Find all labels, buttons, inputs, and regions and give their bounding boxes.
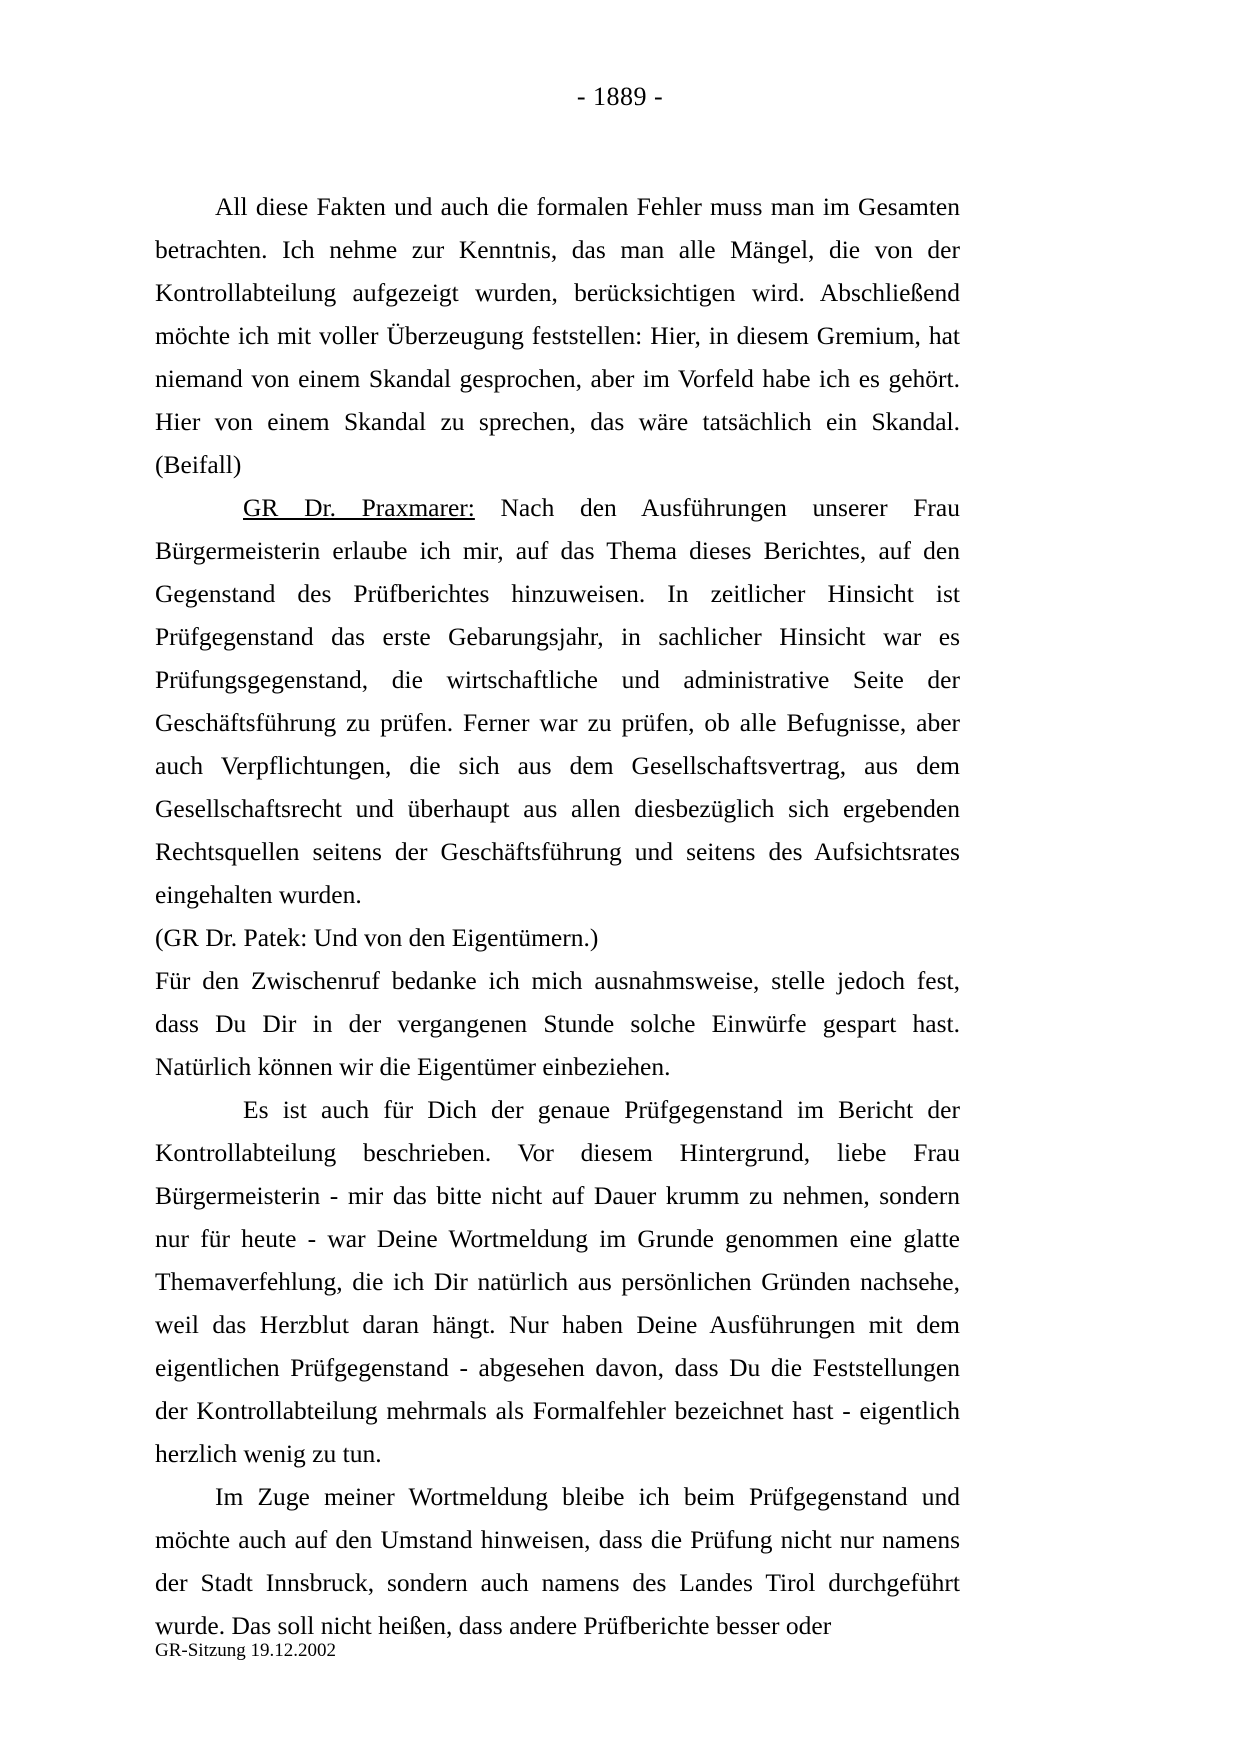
paragraph-2 [155, 486, 960, 916]
paragraph-6-text: Im Zuge meiner Wortmeldung bleibe ich beim Prüfgegenstand und möchte auch auf den Umstand hinweisen, dass die Prüfung nicht nur namens der Stadt Innsbruck, sondern auch namens des Landes Tirol durchgeführt wurde. Das soll nicht heißen, dass andere Prüfberichte besser oder [155, 1482, 960, 1640]
page-number: - 1889 - [576, 82, 664, 111]
paragraph-1-text: All diese Fakten und auch die formalen Fehler muss man im Gesamten betrachten. Ich nehme zur Kenntnis, das man alle Mängel, die von der Kontrollabteilung aufgezeigt wurden, berücksichtigen wird. Abschließend möchte ich mit voller Überzeugung feststellen: Hier, in diesem Gremium, hat niemand von einem Skandal gesprochen, aber im Vorfeld habe ich es gehört. Hier von einem Skandal zu sprechen, das wäre tatsächlich ein Skandal. (Beifall) [155, 192, 960, 479]
paragraph-4 [155, 959, 960, 1088]
paragraph-4-text: Für den Zwischenruf bedanke ich mich ausnahmsweise, stelle jedoch fest, dass Du Dir in der vergangenen Stunde solche Einwürfe gespart hast. Natürlich können wir die Eigentümer einbeziehen. [155, 966, 960, 1081]
paragraph-1 [155, 185, 960, 486]
paragraph-6 [155, 1475, 960, 1647]
document-body [155, 185, 960, 1647]
paragraph-5 [155, 1088, 960, 1475]
paragraph-2-text: Nach den Ausführungen unserer Frau Bürgermeisterin erlaube ich mir, auf das Thema dieses Berichtes, auf den Gegenstand des Prüfberichtes hinzuweisen. In zeitlicher Hinsicht ist Prüfgegenstand das erste Gebarungsjahr, in sachlicher Hinsicht war es Prüfungsgegenstand, die wirtschaftliche und administrative Seite der Geschäftsführung zu prüfen. Ferner war zu prüfen, ob alle Befugnisse, aber auch Verpflichtungen, die sich aus dem Gesellschaftsvertrag, aus dem Gesellschaftsrecht und überhaupt aus allen diesbezüglich sich ergebenden Rechtsquellen seitens der Geschäftsführung und seitens des Aufsichtsrates eingehalten wurden. [155, 493, 960, 909]
paragraph-3-text: (GR Dr. Patek: Und von den Eigentümern.) [155, 923, 599, 952]
paragraph-3-interjection [155, 916, 960, 959]
speaker-name: GR Dr. Praxmarer: [243, 493, 475, 522]
page-footer: GR-Sitzung 19.12.2002 [155, 1640, 337, 1661]
paragraph-5-text: Es ist auch für Dich der genaue Prüfgegenstand im Bericht der Kontrollabteilung beschrieben. Vor diesem Hintergrund, liebe Frau Bürgermeisterin - mir das bitte nicht auf Dauer krumm zu nehmen, sondern nur für heute - war Deine Wortmeldung im Grunde genommen eine glatte Themaverfehlung, die ich Dir natürlich aus persönlichen Gründen nachsehe, weil das Herzblut daran hängt. Nur haben Deine Ausführungen mit dem eigentlichen Prüfgegenstand - abgesehen davon, dass Du die Feststellungen der Kontrollabteilung mehrmals als Formalfehler bezeichnet hast - eigentlich herzlich wenig zu tun. [155, 1095, 960, 1468]
